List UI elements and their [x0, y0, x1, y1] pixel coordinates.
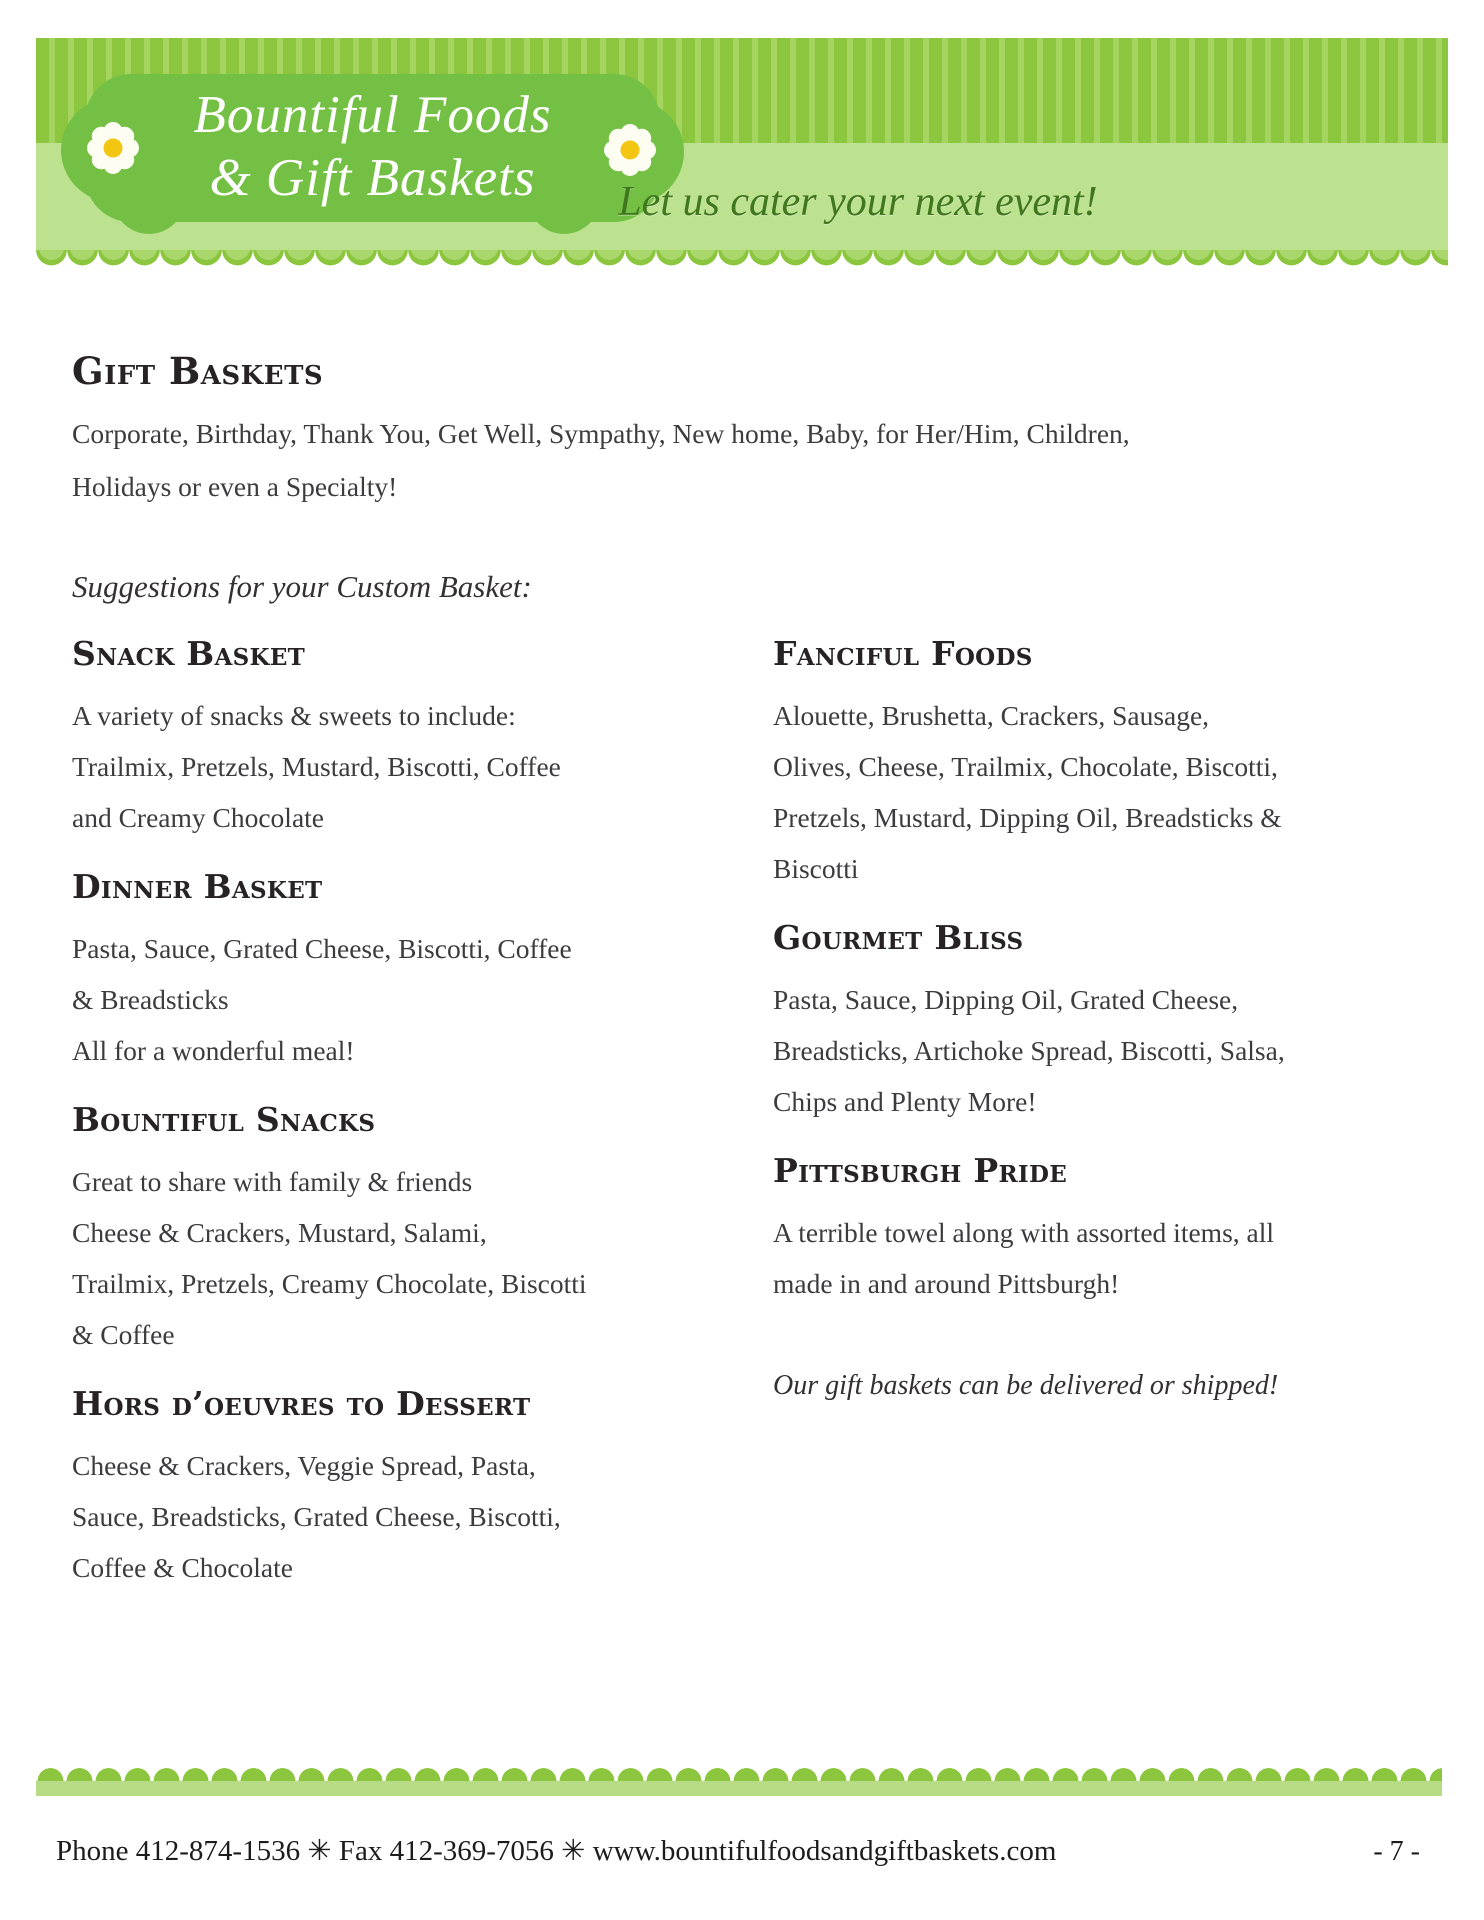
section-line: Pasta, Sauce, Dipping Oil, Grated Cheese,	[773, 984, 1239, 1015]
section-line: & Breadsticks	[72, 984, 229, 1015]
delivery-note: Our gift baskets can be delivered or shipped!	[773, 1370, 1279, 1401]
basket-section	[773, 1151, 1412, 1309]
section-line: Breadsticks, Artichoke Spread, Biscotti, Salsa,	[773, 1035, 1285, 1066]
section-line: A variety of snacks & sweets to include:	[72, 700, 516, 731]
basket-section	[72, 1100, 773, 1360]
section-heading: Snack Basket	[72, 634, 306, 673]
section-line: Great to share with family & friends	[72, 1166, 473, 1197]
header-tagline: Let us cater your next event!	[618, 179, 1098, 225]
intro-paragraph	[72, 407, 1412, 513]
logo-line2: & Gift Baskets	[209, 149, 536, 207]
footer-text-row	[56, 1833, 1420, 1868]
section-line: Trailmix, Pretzels, Mustard, Biscotti, Coffee	[72, 751, 561, 782]
right-column-sections	[773, 634, 1412, 1309]
section-line: Olives, Cheese, Trailmix, Chocolate, Biscotti,	[773, 751, 1278, 782]
intro-line: Corporate, Birthday, Thank You, Get Well, Sympathy, New home, Baby, for Her/Him, Children,	[72, 418, 1130, 449]
section-line: Chips and Plenty More!	[773, 1086, 1037, 1117]
section-heading: Hors d’oeuvres to Dessert	[72, 1384, 531, 1423]
section-heading: Dinner Basket	[72, 867, 323, 906]
footer-green-bar	[36, 1781, 1442, 1796]
section-line: Trailmix, Pretzels, Creamy Chocolate, Biscotti	[72, 1268, 587, 1299]
section-line: Alouette, Brushetta, Crackers, Sausage,	[773, 700, 1210, 731]
section-heading: Fanciful Foods	[773, 634, 1033, 673]
basket-section	[773, 634, 1412, 894]
section-line: All for a wonderful meal!	[72, 1035, 355, 1066]
section-heading: Gourmet Bliss	[773, 918, 1024, 957]
footer-contact: Phone 412-874-1536 ✳ Fax 412-369-7056 ✳ www.bountifulfoodsandgiftbaskets.com	[56, 1835, 1057, 1867]
section-line: Cheese & Crackers, Veggie Spread, Pasta,	[72, 1450, 536, 1481]
logo-line1: Bountiful Foods	[193, 86, 552, 144]
header-banner	[36, 38, 1448, 250]
section-line: Pretzels, Mustard, Dipping Oil, Breadsticks &	[773, 802, 1282, 833]
section-line: & Coffee	[72, 1319, 175, 1350]
section-heading: Bountiful Snacks	[72, 1100, 376, 1139]
section-line: and Creamy Chocolate	[72, 802, 324, 833]
footer-scallop-band	[36, 1768, 1442, 1796]
section-line: Cheese & Crackers, Mustard, Salami,	[72, 1217, 487, 1248]
footer-scallop-edge	[36, 1768, 1442, 1781]
left-column	[72, 634, 773, 1593]
basket-columns	[72, 634, 1412, 1593]
section-line: A terrible towel along with assorted items, all	[773, 1217, 1275, 1248]
basket-section	[72, 867, 773, 1076]
suggestions-label: Suggestions for your Custom Basket:	[72, 569, 532, 604]
section-heading: Pittsburgh Pride	[773, 1151, 1068, 1190]
section-line: Coffee & Chocolate	[72, 1552, 293, 1583]
right-column	[773, 634, 1412, 1407]
section-line: Sauce, Breadsticks, Grated Cheese, Biscotti,	[72, 1501, 561, 1532]
basket-section	[72, 634, 773, 843]
main-content	[72, 350, 1412, 1593]
section-line: made in and around Pittsburgh!	[773, 1268, 1120, 1299]
intro-line: Holidays or even a Specialty!	[72, 471, 398, 502]
section-line: Pasta, Sauce, Grated Cheese, Biscotti, Coffee	[72, 933, 572, 964]
section-line: Biscotti	[773, 853, 859, 884]
basket-section	[72, 1384, 773, 1593]
page-number: - 7 -	[1373, 1836, 1420, 1867]
page-title: Gift Baskets	[72, 349, 324, 393]
banner-scallop-edge	[36, 250, 1448, 269]
basket-section	[773, 918, 1412, 1127]
